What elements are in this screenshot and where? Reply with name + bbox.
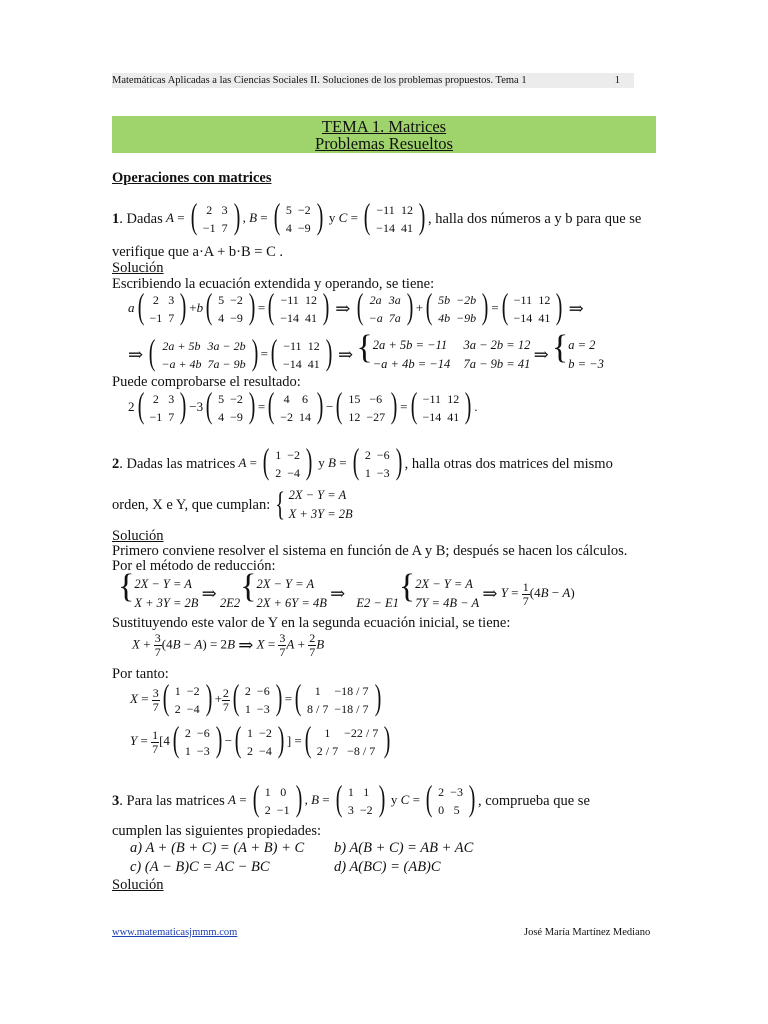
title-line-1: TEMA 1. Matrices [321,117,447,136]
problem-2-statement: 2 . Dadas las matrices A = ( 1 −2 2 −4 ) y B = ( 2 −6 1 −3 ) , halla otras dos matrices del mismo [112,441,613,481]
p2-y-result: Y = $\frac{1}{7}$ [4 ( 2 −6 1 −3 ) − ( 1 −2 2 −4 ) ] = ( 1 −22 / 7 2 / 7 −8 / 7 ) [130,719,391,759]
problem-1-number: 1 [112,211,120,227]
p1-equation-1: a ( 2 3 −1 7 ) +b ( 5 −2 4 −9 ) = ( −11 12 −14 41 ) ⇒ ( 2a 3a −a 7a ) + ( 5b −2b 4b −9b ) = ( −11 12 −14 41 ) ⇒ [128,286,584,326]
p2-solution-text-1: Primero conviene resolver el sistema en función de A y B; después se hacen los cálculos. [112,543,628,559]
matrix-C: ( −11 12 −14 41 ) [363,196,426,236]
title-line-2: Problemas Resueltos [315,134,453,153]
problem-1-intro: . Dadas [119,211,163,227]
title-band [112,116,656,153]
p1-equation-2: ⇒ ( 2a + 5b 3a − 2b −a + 4b 7a − 9b ) = ( −11 12 −14 41 ) ⇒ { 2a + 5b = −11 −a + 4b = −14 3a − 2b = 12 7a − 9b = 41 ⇒ { a = 2 b = −3 [128,329,604,373]
p2-system: 2X − Y = A X + 3Y = 2B [288,488,353,521]
property-a: a) A + (B + C) = (A + B) + C [130,840,305,856]
running-header [112,73,634,88]
matrix-A: ( 2 3 −1 7 ) [190,196,240,236]
problem-2-line2: orden, X e Y, que cumplan: { 2X − Y = A X + 3Y = 2B [112,486,353,523]
p1-check: 2 ( 2 3 −1 7 ) −3 ( 5 −2 4 −9 ) = ( 4 6 −2 14 ) − ( 15 −6 12 −27 ) = ( −11 12 −14 41 ) . [128,385,478,425]
page-number: 1 [614,75,620,86]
p1-system-a: 2a + 5b = −11 −a + 4b = −14 [372,338,451,372]
problem-1-statement: 1 . Dadas A = ( 2 3 −1 7 ) , B = ( 5 −2 4 −9 ) y C = ( −11 12 −14 41 ) , halla dos números a y b para que se [112,196,642,236]
solution-label-1: Solución [112,260,164,276]
p1-solution-text-1: Escribiendo la ecuación extendida y operando, se tiene: [112,276,435,292]
p1-system-b: 3a − 2b = 12 7a − 9b = 41 [463,338,531,372]
problem-1-line2: verifique que a·A + b·B = C . [112,244,283,260]
solution-label-2: Solución [112,528,164,544]
p2-x-result: X = $\frac{3}{7}$ ( 1 −2 2 −4 ) + $\frac{2}{7}$ ( 2 −6 1 −3 ) = ( 1 −18 / 7 8 / 7 −18 / 7 ) [130,677,381,717]
footer-author: José María Martínez Mediano [524,927,651,938]
problem-3-statement: 3 . Para las matrices A = ( 1 0 2 −1 ) , B = ( 1 1 3 −2 ) y C = ( 2 −3 0 5 ) , comprueba que se [112,778,590,818]
matrix-B: ( 5 −2 4 −9 ) [273,196,323,236]
problem-1-tail: , halla dos números a y b para que se [427,211,642,227]
problem-3-line2: cumplen las siguientes propiedades: [112,823,321,839]
header-title: Matemáticas Aplicadas a las Ciencias Sociales II. Soluciones de los problemas propuestos. Tema 1 [112,75,527,86]
property-b: b) A(B + C) = AB + AC [334,840,474,856]
p1-solution-text-2: Puede comprobarse el resultado: [112,374,301,390]
property-c: c) (A − B)C = AC − BC [130,859,270,875]
p2-reduction: { 2X − Y = A X + 3Y = 2B ⇒ 2E2 { 2X − Y = A 2X + 6Y = 4B ⇒ E2 − E1 { 2X − Y = A 7Y = 4B − A ⇒ Y = $\frac{1}{7}$ (4B − A) [118,568,575,611]
problem-2-number: 2 [112,456,120,472]
problem-2-intro: . Dadas las matrices [119,456,236,472]
solution-label-3: Solución [112,877,164,893]
problem-2-tail: , halla otras dos matrices del mismo [404,456,613,472]
p2-substitution: X + $\frac{3}{7}$ (4B − A) = 2B ⇒ X = $\frac{3}{7}$ A + $\frac{2}{7}$ B [132,631,325,659]
p1-result: a = 2 b = −3 [568,338,604,372]
footer-link-container [112,927,237,938]
problem-3-intro: . Para las matrices [119,793,225,809]
problem-3-number: 3 [112,793,120,809]
footer-website-link[interactable]: www.matematicasjmmm.com [112,927,238,938]
section-heading: Operaciones con matrices [112,170,272,186]
p2-solution-text-2: Por el método de reducción: [112,558,276,574]
p2-solution-text-3: Sustituyendo este valor de Y en la segunda ecuación inicial, se tiene: [112,615,511,631]
property-d: d) A(BC) = (AB)C [334,859,441,875]
problem-3-tail: , comprueba que se [477,793,590,809]
p2-solution-text-4: Por tanto: [112,666,169,682]
